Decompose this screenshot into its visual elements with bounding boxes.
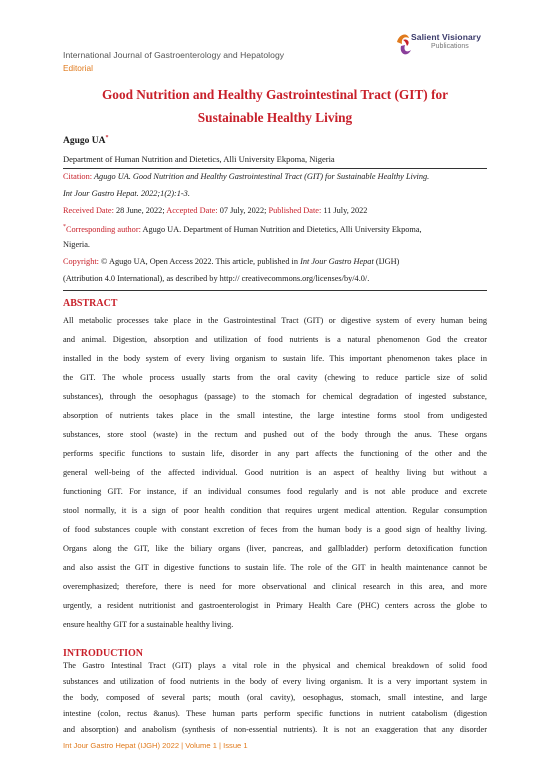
- dates-line: [63, 204, 487, 217]
- abstract-line: All metabolic processes take place in the Gastrointestinal Tract (GIT) or digestive system of every human being: [63, 316, 487, 325]
- abstract-line: and animal. Digestion, absorption and utilization of food nutrients is a natural phenomenon God the creator: [63, 335, 487, 344]
- citation-label: Citation:: [63, 172, 93, 181]
- section-tag: Editorial: [63, 63, 93, 73]
- divider-bottom: [63, 290, 487, 291]
- accepted-date: 07 July, 2022;: [217, 206, 269, 215]
- corr-mark: *: [63, 224, 66, 230]
- abstract-line: overemphasized; therefore, there is need for more observational and clinical research in this area, and more: [63, 582, 487, 591]
- copyright-journal: Int Jour Gastro Hepat: [300, 257, 374, 266]
- citation-line1: [63, 170, 487, 183]
- abstract-line: functioning GIT. For instance, if an individual consumes food regularly and is not able produce and excrete: [63, 487, 487, 496]
- intro-line: substances and utilization of food nutrients in the body of every living organism. It is a very important system in: [63, 677, 487, 686]
- citation-text: Agugo UA. Good Nutrition and Healthy Gastrointestinal Tract (GIT) for Sustainable Healthy Living.: [92, 172, 430, 181]
- abstract-line: substances), through the oesophagus (passage) to the stomach for chemical degradation of ingested substance,: [63, 392, 487, 401]
- author-text: Agugo UA: [63, 136, 106, 147]
- article-title-line1: Good Nutrition and Healthy Gastrointestinal Tract (GIT) for: [101, 87, 449, 102]
- published-label: Published Date:: [268, 206, 322, 215]
- logo-subtitle: Publications: [431, 43, 469, 50]
- abstract-line: ensure healthy GIT for a sustainable healthy living.: [63, 620, 234, 629]
- intro-line: intestine (colon, rectus &anus). These human parts perform specific functions in nutrient catabolism (digestion: [63, 709, 487, 718]
- published-date: 11 July, 2022: [321, 206, 368, 215]
- copyright-text-b: (IJGH): [373, 257, 400, 266]
- abstract-line: stool normally, it is a sign of poor health condition that requires urgent medical attention. Regular consumption: [63, 506, 487, 515]
- author-name: [63, 135, 109, 146]
- intro-line: and absorption) and anabolism (synthesis of non-essential nutrients). It is not an exaggeration that any disorder: [63, 725, 487, 734]
- intro-line: the body, composed of several parts; mouth (oral cavity), oesophagus, stomach, small intestine, and large: [63, 693, 487, 702]
- abstract-line: Organs along the GIT, like the biliary organs (liver, pancreas, and gallbladder) perform detoxification function: [63, 544, 487, 553]
- abstract-line: absorption of nutrients takes place in the small intestine, the large intestine forms stool from undigested: [63, 411, 487, 420]
- corr-text: Agugo UA. Department of Human Nutrition and Dietetics, Alli University Ekpoma,: [140, 224, 422, 234]
- page-footer: Int Jour Gastro Hepat (IJGH) 2022 | Volume 1 | Issue 1: [63, 741, 248, 750]
- divider-top: [63, 168, 487, 169]
- citation-line2: Int Jour Gastro Hepat. 2022;1(2):1-3.: [63, 189, 190, 198]
- corresponding-line2: Nigeria.: [63, 240, 90, 249]
- abstract-line: and also assist the GIT in digestive functions to sustain life. The role of the GIT in health maintenance cannot be: [63, 563, 487, 572]
- abstract-line: performs specific functions to sustain life, disorder in any part affects the functioning of the other and the: [63, 449, 487, 458]
- copyright-label: Copyright:: [63, 257, 99, 266]
- journal-name: International Journal of Gastroenterology and Hepatology: [63, 50, 285, 60]
- abstract-line: urgently, a resident nutritionist and gastroenterologist in Primary Health Care (PHC) centers across the globe to: [63, 601, 487, 610]
- article-title-line2: Sustainable Healthy Living: [197, 110, 353, 125]
- affiliation: Department of Human Nutrition and Dietetics, Alli University Ekpoma, Nigeria: [63, 154, 335, 164]
- copyright-text-a: © Agugo UA, Open Access 2022. This article, published in: [98, 257, 301, 266]
- accepted-label: Accepted Date:: [166, 206, 218, 215]
- received-date: 28 June, 2022;: [113, 206, 167, 215]
- abstract-line: the GIT. The whole process usually starts from the oral cavity (chewing to reduce particle size of solid: [63, 373, 487, 382]
- copyright-line2: (Attribution 4.0 International), as described by http:// creativecommons.org/licenses/by/4.0/.: [63, 274, 370, 283]
- abstract-line: installed in the body system of every living organism to sustain life. This important phenomenon takes place in: [63, 354, 487, 363]
- introduction-heading: INTRODUCTION: [63, 648, 144, 659]
- copyright-line1: [63, 255, 487, 268]
- intro-line: The Gastro Intestinal Tract (GIT) plays a vital role in the physical and chemical breakdown of solid food: [63, 661, 487, 670]
- abstract-line: of food substances couple with constant excretion of feces from the human body is a good sign of healthy living.: [63, 525, 487, 534]
- abstract-line: general well-being of the affected individual. Good nutrition is an aspect of healthy living but without a: [63, 468, 487, 477]
- corr-label: Corresponding author:: [66, 224, 141, 234]
- logo-name: Salient Visionary: [411, 32, 482, 42]
- abstract-line: substances, store stool (waste) in the rectum and pushed out of the body through the anus. These organs: [63, 430, 487, 439]
- author-mark: *: [105, 135, 109, 141]
- corresponding-line1: [63, 221, 487, 236]
- abstract-heading: ABSTRACT: [63, 298, 118, 309]
- received-label: Received Date:: [63, 206, 114, 215]
